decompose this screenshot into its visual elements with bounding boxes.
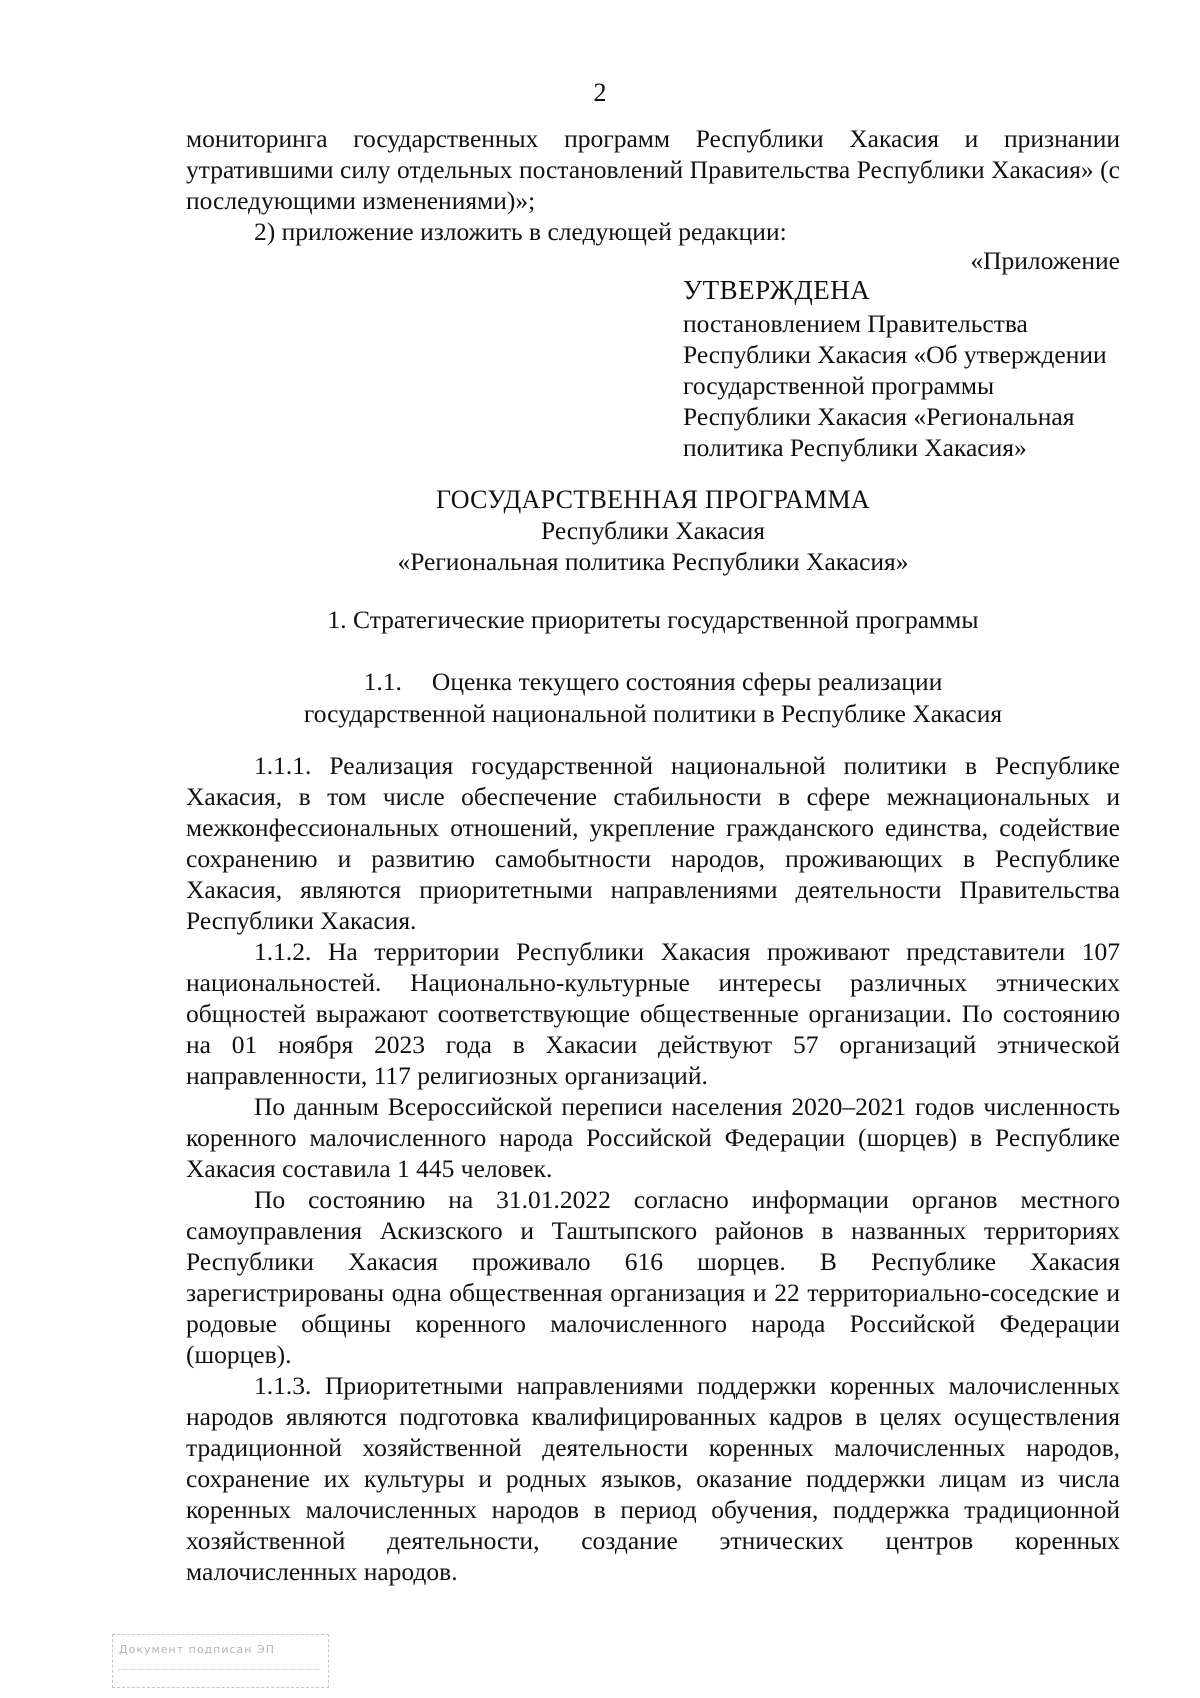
- body-paragraph: По состоянию на 31.01.2022 согласно информации органов местного самоуправления Аскизского и Таштыпского районов в названных территориях Республики Хакасия проживало 616 шорцев. В Республике Хакасия зарегистрированы одна общественная организация и 22 территориально-соседские и родовые общины коренного малочисленного народа Российской Федерации (шорцев).: [186, 1185, 1120, 1369]
- amendment-paragraph: 2) приложение изложить в следующей редакции:: [254, 217, 787, 246]
- approval-line: постановлением Правительства: [683, 309, 1028, 338]
- subsection-heading-line1: Оценка текущего состояния сферы реализации: [431, 667, 943, 696]
- stamp-divider: [119, 1669, 320, 1671]
- signature-stamp: [112, 1634, 329, 1688]
- subsection-heading-line2: государственной национальной политики в Республике Хакасия: [303, 699, 1003, 728]
- body-paragraph: 1.1.3. Приоритетными направлениями поддержки коренных малочисленных народов являются подготовка квалифицированных кадров в целях осуществления традиционной хозяйственной деятельности коренных малочисленных народов, сохранение их культуры и родных языков, оказание поддержки лицам из числа коренных малочисленных народов в период обучения, поддержка традиционной хозяйственной деятельности, создание этнических центров коренных малочисленных народов.: [186, 1371, 1120, 1586]
- program-title-name: «Региональная политика Республики Хакасия»: [397, 547, 909, 576]
- program-title-main: ГОСУДАРСТВЕННАЯ ПРОГРАММА: [436, 485, 870, 514]
- page-number: 2: [593, 78, 607, 107]
- program-title: [0, 484, 1200, 577]
- appendix-label: «Приложение: [970, 246, 1120, 275]
- main-body-text: [186, 750, 1120, 1587]
- top-text-block: [186, 123, 1120, 247]
- body-paragraph: 1.1.2. На территории Республики Хакасия проживают представители 107 национальностей. Национально-культурные интересы различных этнических общностей выражают соответствующие общественные организации. По состоянию на 01 ноября 2023 года в Хакасии действуют 57 организаций этнической направленности, 117 религиозных организаций.: [186, 937, 1120, 1090]
- program-title-region: Республики Хакасия: [540, 516, 766, 545]
- approval-line: политика Республики Хакасия»: [683, 433, 1027, 462]
- approval-line: Республики Хакасия «Региональная: [683, 402, 1075, 431]
- continuation-paragraph: мониторинга государственных программ Республики Хакасия и признании утратившими силу отдельных постановлений Правительства Республики Хакасия» (с последующими изменениями)»;: [186, 124, 1120, 215]
- body-paragraph: По данным Всероссийской переписи населения 2020–2021 годов численность коренного малочисленного народа Российской Федерации (шорцев) в Республике Хакасия составила 1 445 человек.: [186, 1092, 1120, 1183]
- stamp-text: Документ подписан ЭП: [119, 1643, 275, 1656]
- approval-line: Республики Хакасия «Об утверждении: [683, 340, 1107, 369]
- subsection-number: 1.1.: [363, 667, 402, 696]
- approval-line: государственной программы: [683, 371, 995, 400]
- approved-heading: УТВЕРЖДЕНА: [683, 275, 871, 305]
- body-paragraph: 1.1.1. Реализация государственной национальной политики в Республике Хакасия, в том числе обеспечение стабильности в сфере межнациональных и межконфессиональных отношений, укрепление гражданского единства, содействие сохранению и развитию самобытности народов, проживающих в Республике Хакасия, являются приоритетными направлениями деятельности Правительства Республики Хакасия.: [186, 751, 1120, 935]
- approval-block: [683, 275, 1143, 463]
- section-heading: 1. Стратегические приоритеты государственной программы: [327, 605, 979, 634]
- subsection-heading: [0, 666, 1200, 730]
